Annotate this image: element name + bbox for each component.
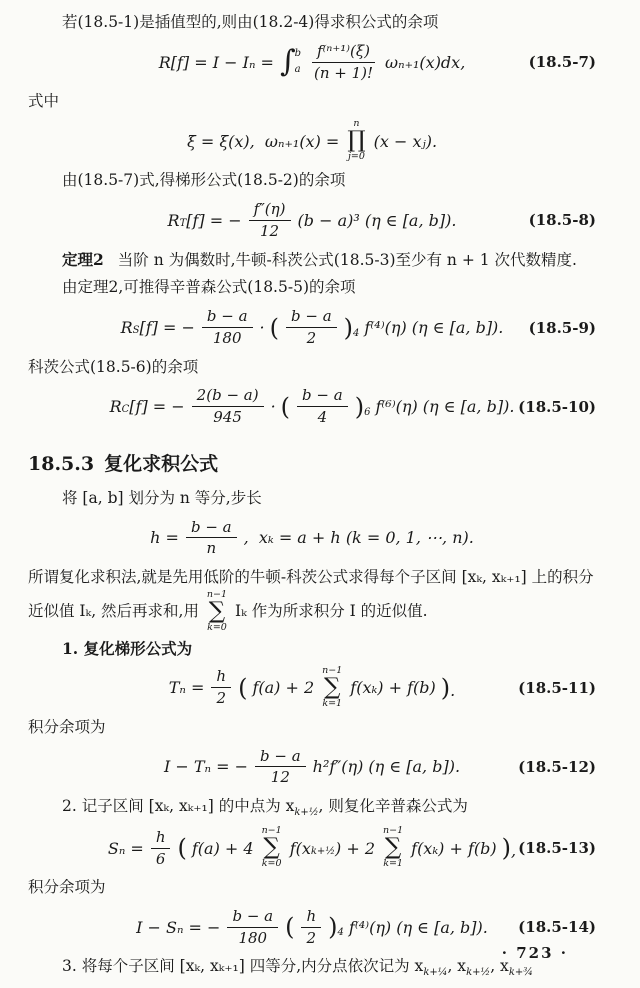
- fraction-1: [227, 907, 278, 948]
- formula-18-5-13: [28, 826, 596, 870]
- formula-lhs: [121, 318, 195, 337]
- product-icon: ∏: [347, 127, 366, 154]
- left-paren: (: [238, 673, 248, 702]
- right-paren: ): [328, 913, 338, 942]
- end-punctuation: ,: [511, 841, 517, 861]
- composite-text-post: 作为所求积分 I 的近似值.: [251, 601, 428, 620]
- formula-18-5-9: [28, 306, 596, 350]
- right-paren: ): [343, 313, 354, 342]
- item3-sep: , x: [490, 957, 509, 976]
- formula-segment: f(xₖ) + f(b): [411, 838, 497, 858]
- fraction: [186, 518, 237, 559]
- theorem-label: 定理2: [62, 250, 104, 270]
- page-number: · 723 ·: [501, 944, 568, 962]
- fraction-denominator: 180: [212, 329, 242, 348]
- symbol-R: R: [120, 318, 133, 338]
- equals-minus: [f] = −: [186, 210, 242, 230]
- formula-rhs: ωₙ₊₁(x)dx,: [385, 52, 466, 72]
- fraction-denominator: 2: [216, 689, 227, 708]
- paragraph-cotes-intro: 科茨公式(18.5-6)的余项: [28, 357, 199, 376]
- symbol-R-subscript: S: [132, 325, 140, 337]
- formula-rhs: f⁽⁶⁾(η) (η ∈ [a, b]).: [375, 397, 515, 417]
- fraction-denominator: n: [206, 539, 217, 558]
- paren-power: [343, 313, 360, 342]
- paragraph-remainder-1: 积分余项为: [28, 717, 106, 736]
- equation-number: (18.5-8): [528, 211, 596, 230]
- fraction-numerator: b − a: [202, 307, 253, 328]
- fraction-2: [301, 907, 321, 948]
- exponent: 4: [353, 327, 360, 339]
- fraction-numerator: f⁽ⁿ⁺¹⁾(ξ): [312, 42, 375, 63]
- formula-18-5-11: [28, 666, 596, 710]
- exponent: 4: [337, 927, 344, 939]
- formula-lhs: [110, 397, 185, 416]
- fraction-denominator: 12: [270, 768, 290, 787]
- fraction-numerator: h: [211, 667, 231, 688]
- paragraph-item-1: 1. 复化梯形公式为: [62, 638, 193, 658]
- fraction-2: [297, 386, 348, 427]
- left-paren: (: [269, 313, 280, 342]
- sum-lower-limit: k=1: [383, 857, 403, 869]
- formula-18-5-8: [28, 198, 596, 242]
- symbol-R-subscript: T: [179, 217, 187, 229]
- paragraph-where: 式中: [28, 92, 60, 111]
- item2-text-pre: 2. 记子区间 [xₖ, xₖ₊₁] 的中点为 x: [62, 796, 295, 815]
- composite-text-pre: 所谓复化求积法,就是先用低阶的牛顿-科茨公式求得每个子区间 [xₖ, xₖ₊₁] 上的积分近似值 Iₖ, 然后再求和,用: [28, 567, 594, 620]
- left-paren: (: [285, 913, 295, 942]
- formula-segment: f(a) + 2: [252, 678, 315, 698]
- item3-sep: , x: [447, 957, 467, 976]
- left-paren: (: [280, 392, 291, 421]
- product-operator: [347, 119, 365, 163]
- formula-segment: f(a) + 4: [191, 838, 254, 858]
- product-lower-limit: j=0: [347, 151, 365, 163]
- section-title: 复化求积公式: [104, 452, 219, 475]
- formula-18-5-14: [28, 905, 596, 949]
- fraction-denominator: 4: [317, 408, 328, 427]
- formula-segment: f(x: [289, 838, 311, 858]
- fraction-numerator: b − a: [186, 518, 237, 539]
- equation-number: (18.5-9): [528, 318, 596, 337]
- paragraph-item-2: [28, 794, 596, 821]
- equation-number: (18.5-14): [518, 918, 596, 937]
- sum-upper-limit: n−1: [206, 588, 228, 600]
- equation-number: (18.5-11): [518, 678, 596, 697]
- symbol-R: R: [109, 397, 122, 417]
- paragraph-remainder-intro: 若(18.5-1)是插值型的,则由(18.2-4)得求积公式的余项: [62, 13, 439, 31]
- formula-rhs: (x − xⱼ).: [373, 131, 438, 151]
- formula-18-5-10: [28, 385, 596, 429]
- exponent: 6: [364, 406, 371, 418]
- fraction-2: [286, 307, 337, 348]
- integral-limits: [295, 47, 301, 77]
- paren-close: [440, 673, 456, 702]
- end-punctuation: .: [450, 680, 456, 700]
- paren-power: [328, 913, 344, 942]
- sum-lower-limit: k=0: [261, 857, 282, 869]
- fraction-denominator: 2: [306, 928, 317, 947]
- quarter-subscript-1: k+¼: [423, 967, 448, 979]
- equation-number: (18.5-7): [528, 53, 596, 72]
- fraction-numerator: h: [301, 907, 321, 928]
- sigma-icon: ∑: [324, 673, 341, 700]
- formula-xi-omega: [28, 119, 596, 163]
- formula-lhs: R[f] = I − Iₙ =: [158, 52, 274, 72]
- fraction-1: [202, 307, 253, 348]
- equation-number: (18.5-10): [518, 397, 596, 416]
- fraction-numerator: h: [151, 828, 171, 849]
- fraction-denominator: 12: [260, 221, 280, 240]
- sigma-icon: ∑: [384, 834, 402, 861]
- fraction: [211, 667, 231, 708]
- formula-lhs: [168, 211, 242, 230]
- item3-text-pre: 3. 将每个子区间 [xₖ, xₖ₊₁] 四等分,内分点依次记为 x: [62, 957, 424, 976]
- formula-rhs: (b − a)³ (η ∈ [a, b]).: [297, 210, 457, 230]
- formula-lhs: ξ = ξ(x), ωₙ₊₁(x) =: [186, 131, 340, 151]
- sigma-icon: ∑: [263, 834, 280, 861]
- multiplication-dot: ·: [270, 397, 276, 417]
- formula-segment: ) + 2: [335, 838, 376, 858]
- equation-number: (18.5-12): [518, 757, 596, 776]
- fraction-numerator: f″(η): [249, 200, 291, 221]
- paragraph-trapezoid-intro: 由(18.5-7)式,得梯形公式(18.5-2)的余项: [62, 171, 346, 190]
- paragraph-remainder-2: 积分余项为: [28, 878, 106, 897]
- sigma-icon: ∑: [208, 597, 226, 624]
- theorem-2: [28, 247, 596, 273]
- formula-lhs: Sₙ =: [107, 838, 144, 858]
- fraction: [151, 828, 171, 869]
- formula-lhs: h =: [150, 528, 179, 548]
- sum-upper-limit: n−1: [261, 825, 282, 837]
- formula-step-size: [28, 516, 596, 560]
- fraction-numerator: b − a: [227, 907, 278, 928]
- theorem-text: 当阶 n 为偶数时,牛顿-科茨公式(18.5-3)至少有 n + 1 次代数精度.: [117, 251, 577, 270]
- right-paren: ): [501, 834, 512, 863]
- paragraph-composite-method: [28, 565, 596, 634]
- integral-sign: [279, 44, 301, 80]
- left-paren: (: [177, 834, 187, 863]
- sum-lower-limit: k=1: [322, 697, 343, 709]
- sum-operator-2: [383, 826, 403, 870]
- midpoint-subscript: k+½: [310, 845, 336, 857]
- composite-text-mid: Iₖ: [230, 601, 252, 620]
- product-upper-limit: n: [353, 118, 360, 130]
- formula-rhs: f⁽⁴⁾(η) (η ∈ [a, b]).: [348, 917, 488, 937]
- fraction-numerator: b − a: [286, 307, 337, 328]
- fraction-numerator: b − a: [255, 747, 306, 768]
- midpoint-subscript: k+½: [294, 806, 319, 818]
- fraction-denominator: (n + 1)!: [313, 63, 374, 82]
- equals-minus: [f] = −: [139, 318, 195, 338]
- fraction-denominator: 180: [238, 928, 268, 947]
- multiplication-dot: ·: [259, 318, 265, 338]
- equals-minus: [f] = −: [129, 397, 185, 417]
- integral-upper-limit: b: [294, 48, 301, 60]
- formula-lhs: I − Sₙ = −: [136, 917, 221, 937]
- sum-upper-limit: n−1: [322, 664, 343, 676]
- right-paren: ): [440, 673, 451, 702]
- sum-operator: [207, 590, 227, 634]
- fraction: [255, 747, 306, 788]
- sum-operator: [322, 666, 342, 710]
- fraction-numerator: 2(b − a): [192, 386, 264, 407]
- fraction-1: [192, 386, 264, 427]
- sum-upper-limit: n−1: [383, 825, 404, 837]
- fraction-denominator: 945: [213, 408, 242, 427]
- fraction: [309, 42, 378, 83]
- fraction-numerator: b − a: [297, 386, 348, 407]
- quarter-subscript-3: k+¾: [508, 967, 533, 979]
- formula-rhs: f⁽⁴⁾(η) (η ∈ [a, b]).: [364, 318, 504, 338]
- symbol-R: R: [167, 210, 180, 230]
- midpoint-term: [290, 839, 375, 858]
- right-paren: ): [354, 392, 365, 421]
- quarter-subscript-2: k+½: [466, 967, 491, 979]
- formula-lhs: I − Tₙ = −: [163, 757, 248, 777]
- paragraph-simpson-intro: 由定理2,可推得辛普森公式(18.5-5)的余项: [62, 278, 356, 297]
- formula-segment: f(xₖ) + f(b): [350, 678, 436, 698]
- sum-lower-limit: k=0: [207, 621, 227, 633]
- fraction-denominator: 2: [306, 329, 317, 348]
- section-number: 18.5.3: [28, 452, 95, 475]
- formula-rhs: h²f″(η) (η ∈ [a, b]).: [312, 757, 461, 777]
- formula-18-5-7: [28, 40, 596, 84]
- fraction: [249, 200, 291, 241]
- formula-18-5-12: [28, 745, 596, 789]
- fraction-denominator: 6: [155, 849, 166, 868]
- paragraph-partition: 将 [a, b] 划分为 n 等分,步长: [62, 488, 262, 507]
- paren-close: [501, 834, 517, 863]
- symbol-R-subscript: C: [121, 404, 130, 416]
- section-heading: [28, 449, 596, 476]
- integral-lower-limit: a: [294, 64, 301, 76]
- equation-number: (18.5-13): [518, 839, 596, 858]
- integral-icon: ∫: [279, 44, 296, 80]
- formula-lhs: Tₙ =: [168, 678, 205, 698]
- sum-operator-1: [262, 826, 282, 870]
- formula-rhs: , xₖ = a + h (k = 0, 1, ⋯, n).: [243, 528, 474, 548]
- item2-text-post: , 则复化辛普森公式为: [318, 796, 468, 815]
- paren-power: [354, 392, 371, 421]
